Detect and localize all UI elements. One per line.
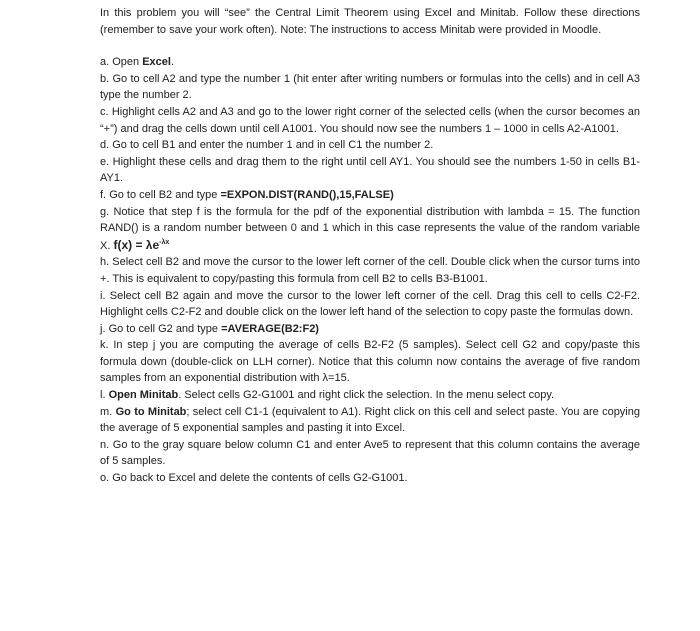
step-h bbox=[100, 254, 640, 287]
step-n-text: Go to the gray square below column C1 and enter Ave5 to represent that this column contains the average of 5 samples. bbox=[100, 438, 640, 468]
step-o-label: o. bbox=[100, 472, 110, 485]
step-j-text: Go to cell G2 and type bbox=[108, 322, 222, 335]
step-m-bold: Go to Minitab bbox=[115, 405, 187, 418]
step-e bbox=[100, 154, 640, 187]
step-l-bold: Open Minitab bbox=[108, 389, 179, 402]
step-i-text: Select cell B2 again and move the cursor to the lower left corner of the cell. Drag this cell to cells C2-F2. Highlight cells C2-F2 and double click on the lower left hand of the selection to copy paste the formulas down. bbox=[100, 289, 640, 319]
step-h-text: Select cell B2 and move the cursor to the lower left corner of the cell. Double click when the cursor turns into +. This is equivalent to copy/pasting this formula from cell B2 to cells B3-B1001. bbox=[100, 256, 640, 285]
step-g-label: g. bbox=[100, 205, 110, 218]
step-a-label: a. bbox=[100, 56, 110, 69]
step-g-text: Notice that step f is the formula for the pdf of the exponential distribution with lambda = 15. The function RAND() is a random number between 0 and 1 which in this case represents the value of the random variable X. bbox=[100, 205, 640, 252]
step-b-label: b. bbox=[100, 72, 110, 85]
step-h-label: h. bbox=[100, 256, 110, 269]
step-d bbox=[100, 137, 640, 154]
step-m bbox=[100, 404, 640, 437]
step-a-text: Open bbox=[112, 56, 143, 69]
intro-paragraph: In this problem you will “see” the Central Limit Theorem using Excel and Minitab. Follow these directions (remember to save your work often). Note: The instructions to access Minitab were provided in Moodle. bbox=[100, 7, 640, 36]
step-b-text: Go to cell A2 and type the number 1 (hit enter after writing numbers or formulas into the cells) and in cell A3 type the number 2. bbox=[100, 72, 641, 102]
instructions-document bbox=[100, 5, 640, 487]
step-d-text: Go to cell B1 and enter the number 1 and in cell C1 the number 2. bbox=[112, 139, 434, 152]
step-l bbox=[100, 387, 640, 404]
step-g bbox=[100, 204, 640, 255]
step-f bbox=[100, 187, 640, 204]
step-o-text: Go back to Excel and delete the contents of cells G2-G1001. bbox=[112, 472, 408, 485]
step-o bbox=[100, 470, 640, 487]
step-l-label: l. bbox=[100, 389, 106, 402]
step-c-label: c. bbox=[100, 105, 109, 118]
step-n bbox=[100, 437, 640, 470]
step-j-formula: =AVERAGE(B2:F2) bbox=[221, 322, 319, 335]
step-k-label: k. bbox=[100, 339, 109, 352]
step-n-label: n. bbox=[100, 438, 110, 451]
step-f-text: Go to cell B2 and type bbox=[109, 188, 221, 201]
step-k bbox=[100, 337, 640, 387]
step-m-label: m. bbox=[100, 405, 113, 418]
step-e-text: Highlight these cells and drag them to the right until cell AY1. You should see the numbers 1-50 in cells B1-AY1. bbox=[100, 155, 640, 185]
step-a-bold: Excel bbox=[142, 56, 171, 69]
step-i-label: i. bbox=[100, 289, 106, 302]
step-j-label: j. bbox=[100, 322, 106, 335]
step-f-label: f. bbox=[100, 188, 107, 201]
step-m-text: ; select cell C1-1 (equivalent to A1). Right click on this cell and select paste. You are copying the average of 5 exponential samples and pasting it into Excel. bbox=[100, 405, 640, 435]
step-f-formula: =EXPON.DIST(RAND(),15,FALSE) bbox=[220, 188, 394, 201]
pdf-formula bbox=[113, 238, 169, 252]
step-c bbox=[100, 104, 640, 137]
pdf-formula-exponent: -λx bbox=[159, 238, 170, 246]
step-d-label: d. bbox=[100, 139, 110, 152]
step-a-after: . bbox=[170, 56, 175, 69]
step-l-text: . Select cells G2-G1001 and right click the selection. In the menu select copy. bbox=[178, 389, 555, 402]
step-i bbox=[100, 288, 640, 321]
step-k-text: In step j you are computing the average of cells B2-F2 (5 samples). Select cell G2 and copy/paste this formula down (double-click on LLH corner). Notice that this column now contains the average of five random samples from an exponential distribution with λ=15. bbox=[100, 339, 640, 385]
step-a bbox=[100, 54, 640, 71]
step-j bbox=[100, 321, 640, 338]
step-b bbox=[100, 71, 640, 104]
step-e-label: e. bbox=[100, 155, 110, 168]
pdf-formula-main: f(x) = λe bbox=[113, 237, 160, 252]
step-c-text: Highlight cells A2 and A3 and go to the lower right corner of the selected cells (when the cursor becomes an “+”) and drag the cells down until cell A1001. You should now see the numbers 1 – 1000 in cells A2-A1001. bbox=[100, 105, 640, 135]
